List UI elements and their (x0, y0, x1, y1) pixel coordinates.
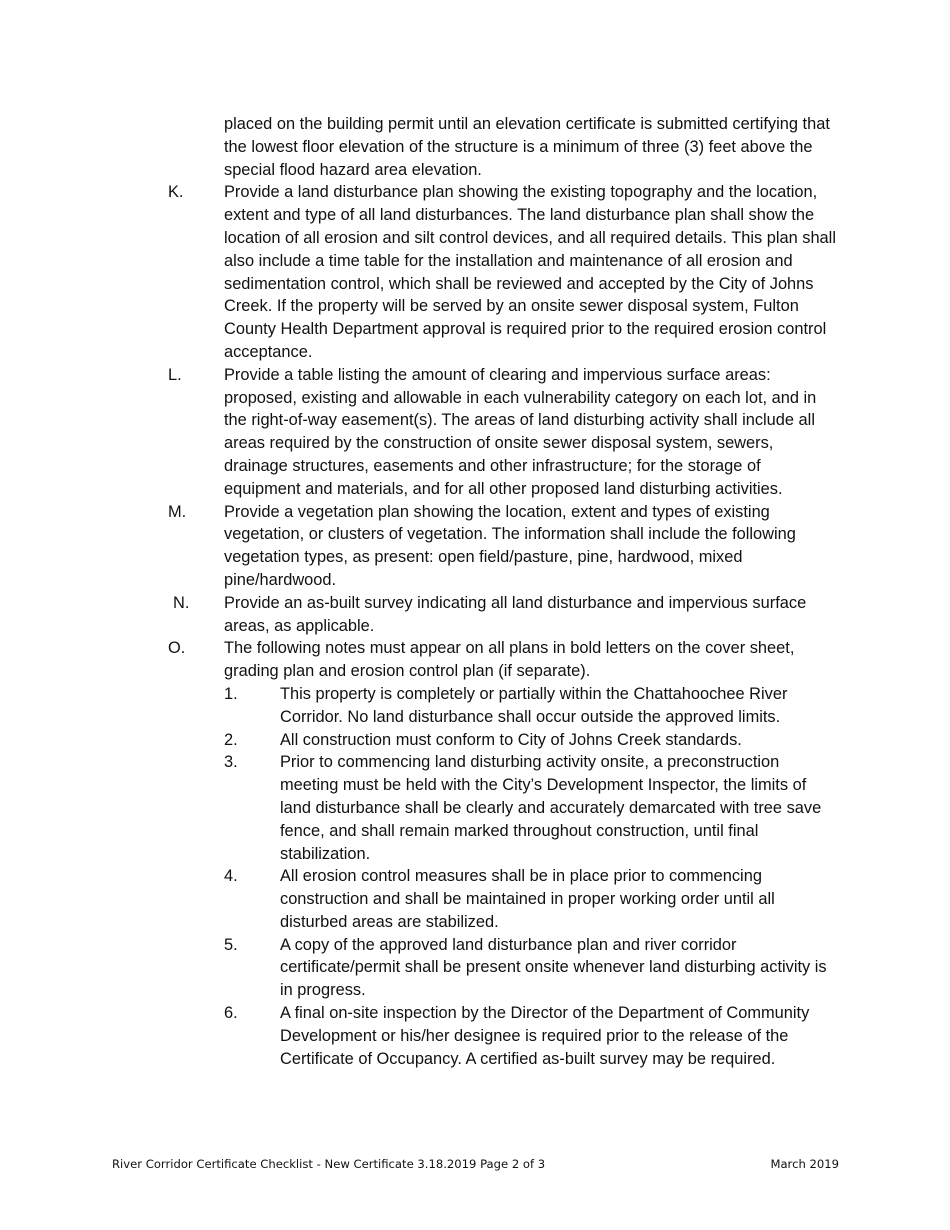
note-item-2 (0, 729, 840, 752)
note-item-5 (0, 934, 840, 1002)
list-item-k (0, 181, 839, 363)
list-item-text: Provide an as-built survey indicating all land disturbance and impervious surface areas, as applicable. (224, 593, 807, 635)
note-marker: 5. (224, 935, 238, 954)
footer-document-title: River Corridor Certificate Checklist - New Certificate 3.18.2019 Page 2 of 3 (112, 1157, 546, 1171)
list-item-text: Provide a table listing the amount of clearing and impervious surface areas: proposed, existing and allowable in each vulnerability category on each lot, and in the right-of-way easement(s). The areas of land disturbing activity shall include all areas required by the construction of onsite sewer disposal system, sewers, drainage structures, easements and other infrastructure; for the storage of equipment and materials, and for all other proposed land disturbing activities. (224, 365, 817, 498)
note-item-6 (0, 1002, 840, 1070)
paragraph-text: placed on the building permit until an elevation certificate is submitted certifying that the lowest floor elevation of the structure is a minimum of three (3) feet above the special flood hazard area elevation. (224, 115, 830, 179)
list-item-text: Provide a land disturbance plan showing the existing topography and the location, extent and type of all land disturbances. The land disturbance plan shall show the location of all erosion and silt control devices, and all required details. This plan shall also include a time table for the installation and maintenance of all erosion and sedimentation control, which shall be reviewed and accepted by the City of Johns Creek. If the property will be served by an onsite sewer disposal system, Fulton County Health Department approval is required prior to the required erosion control acceptance. (224, 183, 836, 361)
list-marker: L. (168, 365, 182, 384)
note-text: A copy of the approved land disturbance plan and river corridor certificate/permit shall be present onsite whenever land disturbing activity is in progress. (280, 935, 827, 1000)
note-item-3 (0, 751, 840, 865)
list-item-text: Provide a vegetation plan showing the location, extent and types of existing vegetation, or clusters of vegetation. The information shall include the following vegetation types, as present: open field/pasture, pine, hardwood, mixed pine/hardwood. (224, 502, 796, 589)
list-item-text: The following notes must appear on all plans in bold letters on the cover sheet, grading plan and erosion control plan (if separate). (224, 639, 795, 681)
document-body (0, 113, 950, 1070)
list-item-o (0, 637, 839, 683)
note-text: This property is completely or partially within the Chattahoochee River Corridor. No land disturbance shall occur outside the approved limits. (280, 684, 788, 726)
note-item-4 (0, 865, 840, 933)
list-marker: O. (168, 639, 186, 658)
list-item-n (0, 592, 839, 638)
list-marker: K. (168, 183, 184, 202)
note-text: All erosion control measures shall be in place prior to commencing construction and shall be maintained in proper working order until all disturbed areas are stabilized. (280, 867, 775, 931)
note-text: Prior to commencing land disturbing activity onsite, a preconstruction meeting must be held with the City’s Development Inspector, the limits of land disturbance shall be clearly and accurately demarcated with tree save fence, and shall remain marked throughout construction, until final stabilization. (280, 753, 822, 863)
note-marker: 2. (224, 730, 238, 749)
list-item-l (0, 364, 839, 501)
list-marker: M. (168, 502, 187, 521)
note-item-1 (0, 683, 840, 729)
note-text: A final on-site inspection by the Director of the Department of Community Development or his/her designee is required prior to the release of the Certificate of Occupancy. A certified as-built survey may be required. (280, 1004, 810, 1068)
note-marker: 3. (224, 753, 238, 772)
note-marker: 1. (224, 684, 238, 703)
note-marker: 4. (224, 867, 238, 886)
note-text: All construction must conform to City of Johns Creek standards. (280, 730, 742, 749)
footer-date: March 2019 (770, 1157, 839, 1171)
list-item-m (0, 501, 839, 592)
list-marker: N. (173, 593, 190, 612)
note-marker: 6. (224, 1004, 238, 1023)
continuation-paragraph (0, 113, 839, 181)
